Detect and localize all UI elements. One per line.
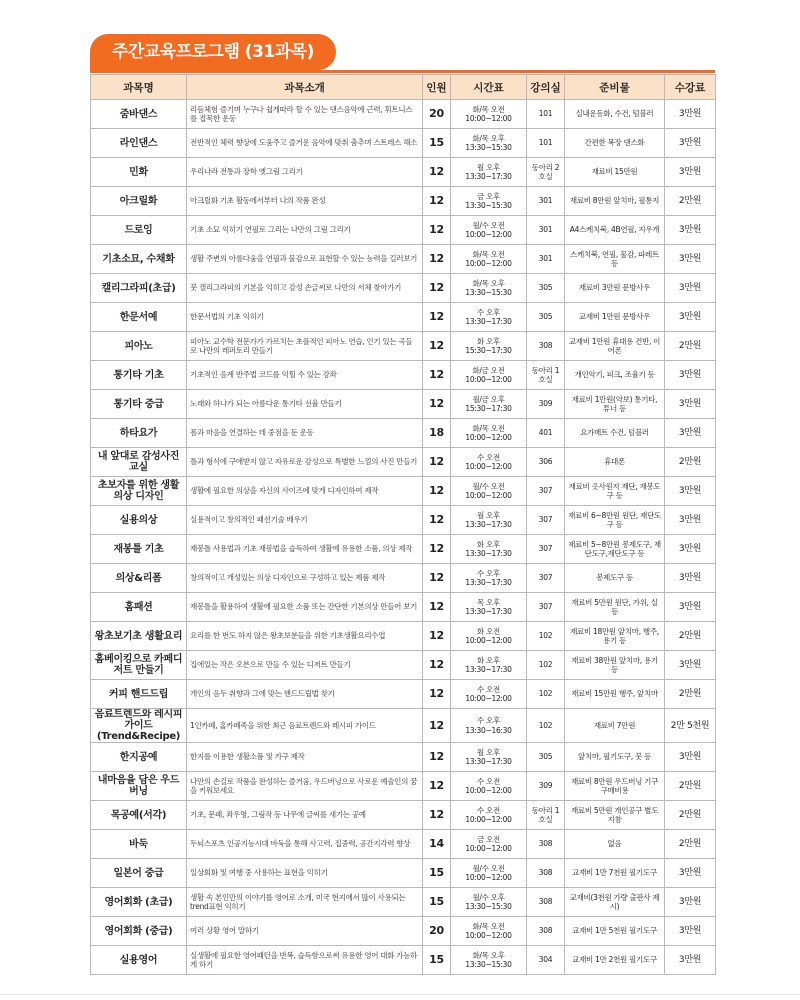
capacity-cell: 20 [423,100,451,129]
materials-cell: 요가매트 수건, 텀블러 [565,419,665,448]
table-row [91,187,716,216]
schedule-cell: 금 오후 13:30~15:30 [451,187,527,216]
course-intro-cell: 한문서법의 기초 익히기 [187,303,423,332]
table-row [91,535,716,564]
fee-cell: 3만원 [665,593,716,622]
course-name-cell: 피아노 [91,332,187,361]
capacity-cell: 12 [423,564,451,593]
capacity-cell: 18 [423,419,451,448]
materials-cell: 재료비 5만원 개인공구 별도 지참 [565,801,665,830]
classroom-cell: 305 [527,303,565,332]
schedule-cell: 월/수 오전 10:00~12:00 [451,216,527,245]
classroom-cell: 301 [527,187,565,216]
fee-cell: 3만원 [665,535,716,564]
course-name-cell: 드로잉 [91,216,187,245]
course-name-cell: 홈패션 [91,593,187,622]
materials-cell: 휴대폰 [565,448,665,477]
course-name-cell: 캘리그라피(초급) [91,274,187,303]
schedule-cell: 월/수 오전 10:00~12:00 [451,477,527,506]
capacity-cell: 14 [423,830,451,859]
classroom-cell: 307 [527,477,565,506]
capacity-cell: 12 [423,245,451,274]
table-row [91,332,716,361]
course-name-cell: 한지공예 [91,743,187,772]
capacity-cell: 15 [423,129,451,158]
schedule-cell: 월/수 오후 13:30~15:30 [451,888,527,917]
capacity-cell: 12 [423,651,451,680]
course-intro-cell: 몸과 마음을 연결하는 데 중점을 둔 운동 [187,419,423,448]
schedule-cell: 수 오후 13:30~16:30 [451,709,527,743]
course-name-cell: 내 앞대로 감성사진 교실 [91,448,187,477]
materials-cell: 재료비 15만원 행주, 앞치마 [565,680,665,709]
classroom-cell: 307 [527,535,565,564]
course-intro-cell: 기초적인 음계 반주법 코드를 익힐 수 있는 강좌 [187,361,423,390]
course-name-cell: 음료트렌드와 레시피가이드 (Trend&Recipe) [91,709,187,743]
classroom-cell: 306 [527,448,565,477]
schedule-cell: 월/금 오후 15:30~17:30 [451,390,527,419]
schedule-cell: 화 오후 13:30~17:30 [451,535,527,564]
materials-cell: A4스케치북, 4B연필, 지우개 [565,216,665,245]
fee-cell: 2만원 [665,187,716,216]
classroom-cell: 308 [527,917,565,946]
classroom-cell: 102 [527,680,565,709]
classroom-cell: 307 [527,506,565,535]
materials-cell: 앞치마, 필기도구, 붓 등 [565,743,665,772]
table-row [91,564,716,593]
course-intro-cell: 전반적인 체력 향상에 도움주고 즐거운 음악에 맞춰 춤추며 스트레스 해소 [187,129,423,158]
course-intro-cell: 우리나라 전통과 장학 옛그림 그리기 [187,158,423,187]
table-row [91,390,716,419]
capacity-cell: 15 [423,946,451,975]
course-name-cell: 홈베이킹으로 카페디저트 만들기 [91,651,187,680]
classroom-cell: 301 [527,245,565,274]
header-schedule: 시간표 [451,75,527,100]
fee-cell: 2만원 [665,772,716,801]
capacity-cell: 12 [423,187,451,216]
capacity-cell: 12 [423,448,451,477]
schedule-cell: 화 오후 13:30~17:30 [451,651,527,680]
capacity-cell: 12 [423,801,451,830]
capacity-cell: 12 [423,390,451,419]
capacity-cell: 12 [423,622,451,651]
course-intro-cell: 실생활에 필요한 영어패턴을 반복, 습득함으로써 유용한 영어 대화 가능하게 하기 [187,946,423,975]
materials-cell: 재료비 5만원 원단, 가위, 실 등 [565,593,665,622]
course-intro-cell: 기초 소묘 익히기 연필로 그리는 나만의 그림 그리기 [187,216,423,245]
course-intro-cell: 1인카페, 홈카페족을 위한 최근 음료트렌드와 레시피 가이드 [187,709,423,743]
classroom-cell: 102 [527,622,565,651]
classroom-cell: 동아리 1호실 [527,801,565,830]
course-intro-cell: 붓 캘리그라피의 기본을 익히고 감성 손글씨로 나만의 서체 찾아가기 [187,274,423,303]
course-intro-cell: 나만의 손길로 작품을 완성하는 즐거움, 우드버닝으로 사로운 예술인의 꿈을 키워보세요 [187,772,423,801]
schedule-cell: 수 오후 13:30~17:30 [451,564,527,593]
capacity-cell: 12 [423,680,451,709]
table-row [91,448,716,477]
course-intro-cell: 한지를 이용한 생활소품 및 가구 제작 [187,743,423,772]
table-row [91,622,716,651]
table-body [91,100,716,975]
fee-cell: 3만원 [665,859,716,888]
classroom-cell: 309 [527,390,565,419]
table-row [91,680,716,709]
course-name-cell: 기초소묘, 수채화 [91,245,187,274]
table-row [91,888,716,917]
course-name-cell: 바둑 [91,830,187,859]
header-classroom: 강의실 [527,75,565,100]
course-intro-cell: 생활에 필요한 의상을 자신의 사이즈에 맞게 디자인하여 제작 [187,477,423,506]
course-name-cell: 초보자를 위한 생활의상 디자인 [91,477,187,506]
capacity-cell: 12 [423,709,451,743]
materials-cell: 재료비 8만원 우드버닝 기구 구매비용 [565,772,665,801]
course-intro-cell: 재봉틀 사용법과 기초 재봉법을 습득하여 생활에 유용한 소품, 의상 제작 [187,535,423,564]
table-row [91,651,716,680]
course-intro-cell: 생활 속 본인만의 이야기를 영어로 소개, 미국 현지에서 많이 사용되는 trend표현 익히기 [187,888,423,917]
fee-cell: 3만원 [665,216,716,245]
schedule-cell: 목 오후 13:30~17:30 [451,593,527,622]
header-materials: 준비물 [565,75,665,100]
course-intro-cell: 생활 주변의 아름다움을 연필과 물감으로 표현할 수 있는 능력을 길러보기 [187,245,423,274]
materials-cell: 교재비 1만원 휴대용 건반, 이어폰 [565,332,665,361]
schedule-cell: 금 오전 10:00~12:00 [451,830,527,859]
course-name-cell: 영어회화 (중급) [91,917,187,946]
course-intro-cell: 일상회화 및 여행 중 사용하는 표현을 익히기 [187,859,423,888]
schedule-cell: 수 오전 10:00~12:00 [451,772,527,801]
materials-cell: 실내운동화, 수건, 텀블러 [565,100,665,129]
course-intro-cell: 창의적이고 개성있는 의상 디자인으로 구성하고 있는 제품 제작 [187,564,423,593]
classroom-cell: 307 [527,564,565,593]
capacity-cell: 12 [423,158,451,187]
fee-cell: 3만원 [665,303,716,332]
fee-cell: 3만원 [665,917,716,946]
schedule-cell: 월 오후 13:30~17:30 [451,743,527,772]
course-name-cell: 실용영어 [91,946,187,975]
table-row [91,477,716,506]
classroom-cell: 102 [527,709,565,743]
course-name-cell: 통기타 기초 [91,361,187,390]
materials-cell: 교재비 1만 2천원 필기도구 [565,946,665,975]
classroom-cell: 101 [527,100,565,129]
classroom-cell: 301 [527,216,565,245]
materials-cell: 재료비 5~8만원 봉제도구, 재단도구,재단도구 등 [565,535,665,564]
classroom-cell: 401 [527,419,565,448]
schedule-cell: 화/목 오전 10:00~12:00 [451,419,527,448]
table-row [91,361,716,390]
course-name-cell: 목공예(서각) [91,801,187,830]
course-name-cell: 민화 [91,158,187,187]
course-name-cell: 하타요가 [91,419,187,448]
course-name-cell: 통기타 중급 [91,390,187,419]
schedule-cell: 화/목 오전 10:00~12:00 [451,100,527,129]
classroom-cell: 307 [527,593,565,622]
course-intro-cell: 피아노 교수학 전문가가 가르치는 초플적인 피아노 연습, 인기 있는 곡들로 나만의 레퍼토리 만들기 [187,332,423,361]
course-name-cell: 한문서예 [91,303,187,332]
fee-cell: 2만원 [665,830,716,859]
table-row [91,216,716,245]
fee-cell: 3만원 [665,743,716,772]
materials-cell: 재료비 38만원 앞치마, 용기 등 [565,651,665,680]
course-name-cell: 내마음을 담은 우드버닝 [91,772,187,801]
table-row [91,830,716,859]
capacity-cell: 12 [423,506,451,535]
course-name-cell: 왕초보기초 생활요리 [91,622,187,651]
course-name-cell: 영어회화 (초급) [91,888,187,917]
course-name-cell: 일본어 중급 [91,859,187,888]
course-intro-cell: 두뇌스포츠 인공지능시대 바둑을 통해 사고력, 집중력, 공간지각력 향상 [187,830,423,859]
classroom-cell: 309 [527,772,565,801]
table-row [91,506,716,535]
classroom-cell: 308 [527,888,565,917]
header-course-name: 과목명 [91,75,187,100]
materials-cell: 스케치북, 연필, 물감, 파레트 등 [565,245,665,274]
table-row [91,274,716,303]
fee-cell: 3만원 [665,245,716,274]
materials-cell: 재료비 8만원 앞치마, 필통지 [565,187,665,216]
schedule-cell: 수 오전 10:00~12:00 [451,680,527,709]
classroom-cell: 308 [527,859,565,888]
fee-cell: 3만원 [665,946,716,975]
schedule-cell: 수 오전 10:00~12:00 [451,448,527,477]
schedule-cell: 수 오후 13:30~17:30 [451,303,527,332]
materials-cell: 재료비 1만원(악보) 통기타, 튜너 등 [565,390,665,419]
table-row [91,772,716,801]
fee-cell: 3만원 [665,390,716,419]
course-name-cell: 실용의상 [91,506,187,535]
course-intro-cell: 여러 상황 영어 말하기 [187,917,423,946]
schedule-cell: 월 오후 13:30~17:30 [451,506,527,535]
capacity-cell: 12 [423,332,451,361]
schedule-cell: 화/금 오전 10:00~12:00 [451,361,527,390]
fee-cell: 3만원 [665,506,716,535]
table-row [91,859,716,888]
capacity-cell: 15 [423,859,451,888]
capacity-cell: 12 [423,303,451,332]
table-row [91,709,716,743]
capacity-cell: 12 [423,743,451,772]
classroom-cell: 동아리 1호실 [527,361,565,390]
course-name-cell: 커피 핸드드립 [91,680,187,709]
schedule-cell: 화 오전 10:00~12:00 [451,622,527,651]
materials-cell: 재료비 6~8만원 원단, 재단도구 등 [565,506,665,535]
schedule-cell: 화/목 오후 13:30~15:30 [451,946,527,975]
table-row [91,158,716,187]
course-intro-cell: 개인의 음두 취향과 그에 맞는 핸드드립법 찾기 [187,680,423,709]
course-intro-cell: 리듬체험 즐기며 누구나 쉽게따라 할 수 있는 댄스음악에 근력, 휘트니스를 접목한 운동 [187,100,423,129]
capacity-cell: 12 [423,216,451,245]
table-row [91,245,716,274]
title-rule [90,70,715,73]
fee-cell: 3만원 [665,361,716,390]
schedule-cell: 화 오후 15:30~17:30 [451,332,527,361]
classroom-cell: 308 [527,332,565,361]
materials-cell: 재료비 3만원 문방사우 [565,274,665,303]
table-header-row [91,75,716,100]
fee-cell: 3만원 [665,419,716,448]
course-intro-cell: 아크릴화 기초 활동에서부터 나의 작품 완성 [187,187,423,216]
classroom-cell: 308 [527,830,565,859]
table-row [91,946,716,975]
materials-cell: 교재비 1만원 문방사우 [565,303,665,332]
page-bottom-divider [0,994,800,995]
page-title: 주간교육프로그램 (31과목) [90,34,336,70]
materials-cell: 재료비 옷사원지 재단, 재봉도구 등 [565,477,665,506]
fee-cell: 3만원 [665,888,716,917]
capacity-cell: 12 [423,274,451,303]
classroom-cell: 101 [527,129,565,158]
materials-cell: 재료비 7만원 [565,709,665,743]
table-row [91,917,716,946]
fee-cell: 2만원 [665,680,716,709]
materials-cell: 교재비 1만 5천원 필기도구 [565,917,665,946]
course-intro-cell: 집에있는 작은 오븐으로 만들 수 있는 디저트 만들기 [187,651,423,680]
fee-cell: 2만원 [665,801,716,830]
fee-cell: 3만원 [665,651,716,680]
schedule-cell: 화/목 오전 10:00~12:00 [451,245,527,274]
classroom-cell: 305 [527,743,565,772]
capacity-cell: 12 [423,477,451,506]
classroom-cell: 동아리 2호실 [527,158,565,187]
table-row [91,100,716,129]
schedule-cell: 화/목 오후 13:30~15:30 [451,274,527,303]
course-name-cell: 라인댄스 [91,129,187,158]
materials-cell: 봉제도구 등 [565,564,665,593]
schedule-cell: 수 오전 10:00~12:00 [451,801,527,830]
capacity-cell: 12 [423,593,451,622]
fee-cell: 3만원 [665,158,716,187]
fee-cell: 3만원 [665,129,716,158]
schedule-cell: 화/목 오후 13:30~15:30 [451,129,527,158]
materials-cell: 재료비 15만원 [565,158,665,187]
course-intro-cell: 실용적이고 창의적인 패션기술 배우기 [187,506,423,535]
schedule-cell: 월 오후 13:30~17:30 [451,158,527,187]
capacity-cell: 20 [423,917,451,946]
table-row [91,303,716,332]
classroom-cell: 305 [527,274,565,303]
capacity-cell: 12 [423,772,451,801]
header-capacity: 인원 [423,75,451,100]
fee-cell: 2만원 [665,448,716,477]
fee-cell: 2만 5천원 [665,709,716,743]
materials-cell: 교재비 1만 7천원 필기도구 [565,859,665,888]
classroom-cell: 304 [527,946,565,975]
header-fee: 수강료 [665,75,716,100]
header-course-intro: 과목소개 [187,75,423,100]
schedule-cell: 화/목 오전 10:00~12:00 [451,917,527,946]
materials-cell: 간편한 복장 댄스화 [565,129,665,158]
fee-cell: 3만원 [665,564,716,593]
course-name-cell: 재봉틀 기초 [91,535,187,564]
course-name-cell: 아크릴화 [91,187,187,216]
classroom-cell: 102 [527,651,565,680]
materials-cell: 교재비(3천원 가량 출판사 제시) [565,888,665,917]
table-row [91,743,716,772]
capacity-cell: 15 [423,888,451,917]
fee-cell: 2만원 [665,332,716,361]
table-row [91,129,716,158]
course-name-cell: 줌바댄스 [91,100,187,129]
course-intro-cell: 노래와 하나가 되는 아름다운 통기타 선율 만들기 [187,390,423,419]
table-row [91,593,716,622]
course-intro-cell: 틀과 형식에 구애받지 않고 자유로운 감성으로 특별한 느낌의 사진 만들기 [187,448,423,477]
course-name-cell: 의상&리폼 [91,564,187,593]
fee-cell: 3만원 [665,274,716,303]
schedule-cell: 월/수 오전 10:00~12:00 [451,859,527,888]
fee-cell: 3만원 [665,477,716,506]
materials-cell: 개인악기, 피크, 조율기 등 [565,361,665,390]
materials-cell: 재료비 18만원 앞치마, 행주, 용기 등 [565,622,665,651]
course-intro-cell: 요리를 한 번도 하지 않은 왕초보분들을 위한 기초생활요리수업 [187,622,423,651]
table-row [91,419,716,448]
course-intro-cell: 기초, 문패, 좌우명, 그림작 등 나무에 글씨를 새기는 공예 [187,801,423,830]
fee-cell: 3만원 [665,100,716,129]
program-table [90,74,716,975]
table-row [91,801,716,830]
capacity-cell: 12 [423,535,451,564]
fee-cell: 2만원 [665,622,716,651]
materials-cell: 없음 [565,830,665,859]
capacity-cell: 12 [423,361,451,390]
course-intro-cell: 재봉틀을 활용하여 생활에 필요한 소품 또는 간단한 기본의상 만들어 보기 [187,593,423,622]
